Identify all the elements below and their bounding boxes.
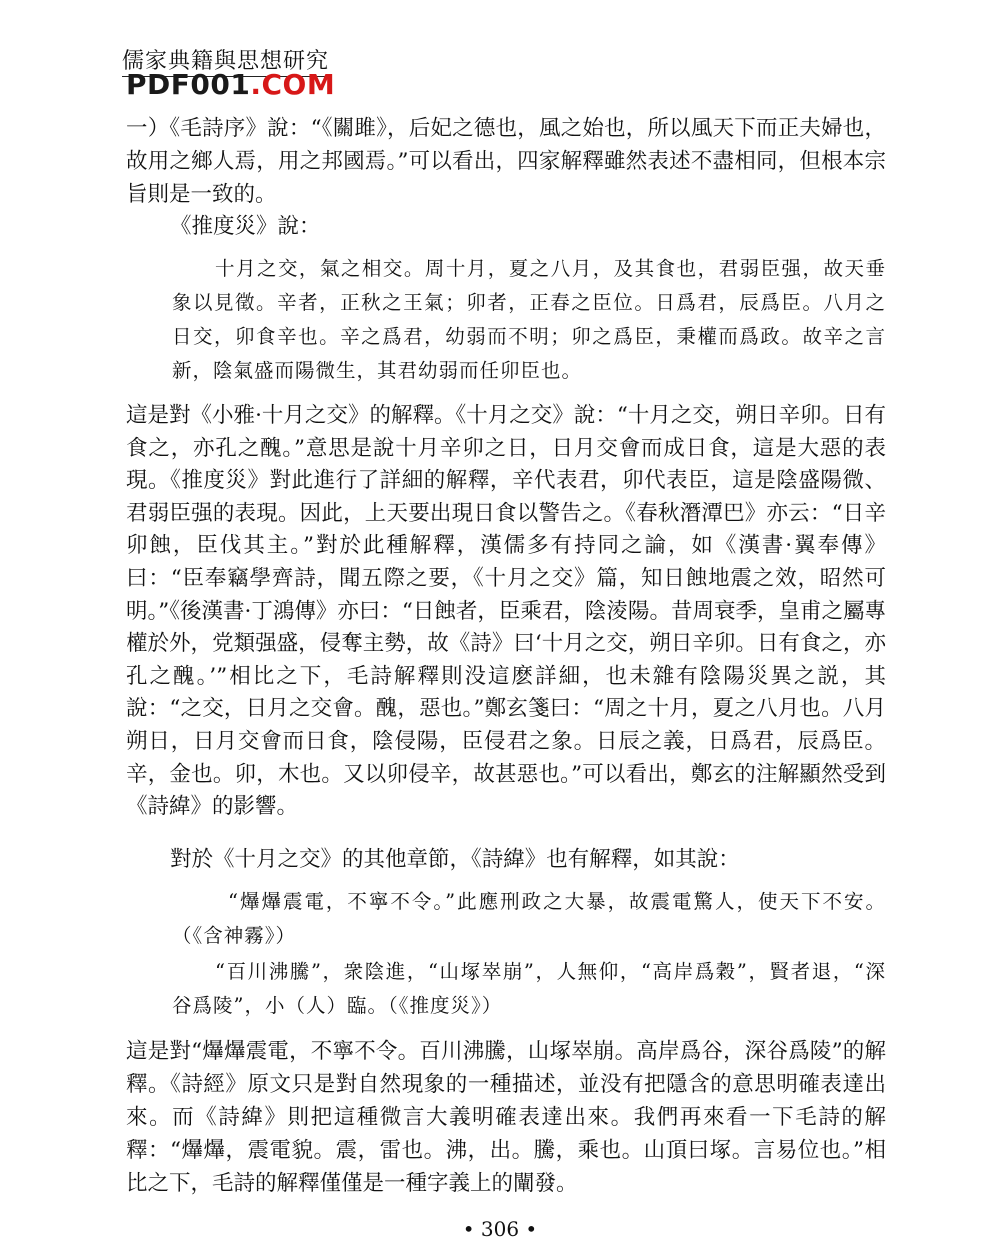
- quote-intro: 《推度災》說：: [170, 214, 321, 239]
- page-number: • 306 •: [462, 1217, 538, 1241]
- watermark-logo: [126, 68, 335, 101]
- block-quote: “爗爗震電，不寧不令。”此應刑政之大暴，故震電驚人，使天下不安。（《含神霧》）: [172, 890, 886, 947]
- watermark-prefix: PDF001: [126, 68, 251, 101]
- block-quote: 十月之交，氣之相交。周十月，夏之八月，及其食也，君弱臣强，故天垂象以見徵。辛者，正秋之王氣；卯者，正春之臣位。日爲君，辰爲臣。八月之日交，卯食辛也。辛之爲君，幼弱而不明；卯之爲臣，秉權而爲政。故辛之言新，陰氣盛而陽微生，其君幼弱而任卯臣也。: [172, 257, 886, 382]
- running-header: 儒家典籍與思想研究: [122, 44, 329, 77]
- block-quote: “百川沸騰”，衆陰進，“山塚崒崩”，人無仰，“高岸爲穀”，賢者退，“深谷爲陵”，小（人）臨。（《推度災》）: [172, 960, 886, 1017]
- body-paragraph: 一）《毛詩序》說：“《關雎》，后妃之德也，風之始也，所以風天下而正夫婦也，故用之鄉人焉，用之邦國焉。”可以看出，四家解釋雖然表述不盡相同，但根本宗旨則是一致的。: [126, 116, 886, 207]
- watermark-suffix: .COM: [250, 68, 336, 101]
- body-paragraph: 這是對“爗爗震電，不寧不令。百川沸騰，山塚崒崩。高岸爲谷，深谷爲陵”的解釋。《詩經》原文只是對自然現象的一種描述，並没有把隱含的意思明確表達出來。而《詩緯》則把這種微言大義明確表達出來。我們再來看一下毛詩的解釋：“爗爗，震電貌。震，雷也。沸，出。騰，乘也。山頂曰塚。言易位也。”相比之下，毛詩的解釋僅僅是一種字義上的闡發。: [126, 1039, 886, 1196]
- body-paragraph: 對於《十月之交》的其他章節，《詩緯》也有解釋，如其說：: [170, 847, 740, 872]
- body-paragraph: 這是對《小雅·十月之交》的解釋。《十月之交》說：“十月之交，朔日辛卯。日有食之，亦孔之醜。”意思是說十月辛卯之日，日月交會而成日食，這是大惡的表現。《推度災》對此進行了詳細的解釋，辛代表君，卯代表臣，這是陰盛陽微、君弱臣强的表現。因此，上天要出現日食以警告之。《春秋潛潭巴》亦云：“日辛卯蝕，臣伐其主。”對於此種解釋，漢儒多有持同之論，如《漢書·翼奉傳》曰：“臣奉竊學齊詩，聞五際之要，《十月之交》篇，知日蝕地震之效，昭然可明。”《後漢書·丁鴻傳》亦曰：“日蝕者，臣乘君，陰淩陽。昔周衰季，皇甫之屬專權於外，党類强盛，侵奪主勢，故《詩》曰‘十月之交，朔日辛卯。日有食之，亦孔之醜。’”相比之下，毛詩解釋則没這麽詳細，也未雜有陰陽災異之説，其說：“之交，日月之交會。醜，惡也。”鄭玄箋曰：“周之十月，夏之八月也。八月朔日，日月交會而日食，陰侵陽，臣侵君之象。日辰之義，日爲君，辰爲臣。辛，金也。卯，木也。又以卯侵辛，故甚惡也。”可以看出，鄭玄的注解顯然受到《詩緯》的影響。: [126, 403, 886, 820]
